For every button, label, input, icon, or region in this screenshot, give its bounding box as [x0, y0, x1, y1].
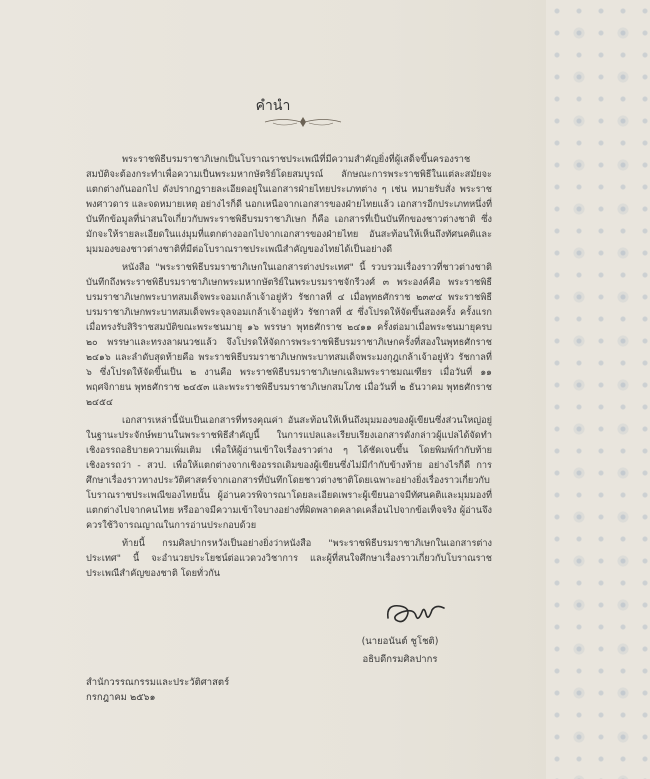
- title-ornament: [263, 114, 343, 130]
- document-date: กรกฎาคม ๒๕๖๑: [86, 692, 156, 703]
- paragraph: ท้ายนี้ กรมศิลปากรหวังเป็นอย่างยิ่งว่าหนังสือ "พระราชพิธีบรมราชาภิเษกในเอกสารต่างประเทศ" นี้ จะอำนวยประโยชน์ต่อแวดวงวิชาการ และผู้ที่สนใจศึกษาเรื่องราวเกี่ยวกับโบราณราชประเพณีสำคัญของชาติ โดยทั่วกัน: [86, 538, 492, 579]
- paragraph: พระราชพิธีบรมราชาภิเษกเป็นโบราณราชประเพณีที่มีความสำคัญยิ่งที่ผู้เสด็จขึ้นครองราชสมบัติจะต้องกระทำเพื่อความเป็นพระมหากษัตริย์โดยสมบูรณ์ ลักษณะการพระราชพิธีในแต่ละสมัยจะแตกต่างกันออกไป ดังปรากฏรายละเอียดอยู่ในเอกสารฝ่ายไทยประเภทต่าง ๆ เช่น หมายรับสั่ง พระราชพงศาวดาร และจดหมายเหตุ อย่างไรก็ดี นอกเหนือจากเอกสารของฝ่ายไทยแล้ว เอกสารอีกประเภทหนึ่งที่บันทึกข้อมูลที่น่าสนใจเกี่ยวกับพระราชพิธีบรมราชาภิเษก ก็คือ เอกสารที่เป็นบันทึกของชาวต่างชาติ ซึ่งมักจะให้รายละเอียดในแง่มุมที่แตกต่างออกไปจากเอกสารของฝ่ายไทย อันสะท้อนให้เห็นถึงทัศนคติและมุมมองของชาวต่างชาติที่มีต่อโบราณราชประเพณีสำคัญของไทยได้เป็นอย่างดี: [86, 154, 492, 255]
- office-name: สำนักวรรณกรรมและประวัติศาสตร์: [86, 677, 230, 688]
- signer-name: (นายอนันต์ ชูโชติ): [361, 636, 439, 647]
- decorative-side-panel: [546, 0, 650, 779]
- body-text: [86, 152, 492, 584]
- handwritten-signature: [382, 598, 452, 630]
- page-title: คำนำ: [255, 98, 291, 114]
- paragraph: หนังสือ "พระราชพิธีบรมราชาภิเษกในเอกสารต่างประเทศ" นี้ รวบรวมเรื่องราวที่ชาวต่างชาติบันทึกถึงพระราชพิธีบรมราชาภิเษกพระมหากษัตริย์ในพระบรมราชจักรีวงศ์ ๓ พระองค์คือ พระราชพิธีบรมราชาภิเษกพระบาทสมเด็จพระจอมเกล้าเจ้าอยู่หัว รัชกาลที่ ๔ เมื่อพุทธศักราช ๒๓๙๔ พระราชพิธีบรมราชาภิเษกพระบาทสมเด็จพระจุลจอมเกล้าเจ้าอยู่หัว รัชกาลที่ ๕ ซึ่งโปรดให้จัดขึ้นสองครั้ง ครั้งแรกเมื่อทรงรับสิริราชสมบัติขณะพระชนมายุ ๑๖ พรรษา พุทธศักราช ๒๔๑๑ ครั้งต่อมาเมื่อพระชนมายุครบ ๒๐ พรรษาและทรงลาผนวชแล้ว จึงโปรดให้จัดการพระราชพิธีบรมราชาภิเษกครั้งที่สองในพุทธศักราช ๒๔๑๖ และลำดับสุดท้ายคือ พระราชพิธีบรมราชาภิเษกพระบาทสมเด็จพระมงกุฎเกล้าเจ้าอยู่หัว รัชกาลที่ ๖ ซึ่งโปรดให้จัดขึ้นเป็น ๒ งานคือ พระราชพิธีบรมราชาภิเษกเฉลิมพระราชมณเฑียร เมื่อวันที่ ๑๑ พฤศจิกายน พุทธศักราช ๒๔๕๓ และพระราชพิธีบรมราชาภิเษกสมโภช เมื่อวันที่ ๒ ธันวาคม พุทธศักราช ๒๔๕๔: [86, 262, 492, 408]
- paragraph: เอกสารเหล่านี้นับเป็นเอกสารที่ทรงคุณค่า อันสะท้อนให้เห็นถึงมุมมองของผู้เขียนซึ่งส่วนใหญ่อยู่ในฐานะประจักษ์พยานในพระราชพิธีสำคัญนี้ ในการแปลและเรียบเรียงเอกสารดังกล่าวผู้แปลได้จัดทำเชิงอรรถอธิบายความเพิ่มเติม เพื่อให้ผู้อ่านเข้าใจเรื่องราวต่าง ๆ ได้ชัดเจนขึ้น โดยพิมพ์กำกับท้ายเชิงอรรถว่า - สวป. เพื่อให้แตกต่างจากเชิงอรรถเดิมของผู้เขียนซึ่งไม่มีกำกับข้างท้าย อย่างไรก็ดี การศึกษาเรื่องราวทางประวัติศาสตร์จากเอกสารที่บันทึกโดยชาวต่างชาติโดยเฉพาะอย่างยิ่งเรื่องราวเกี่ยวกับโบราณราชประเพณีของไทยนั้น ผู้อ่านควรพิจารณาโดยละเอียดเพราะผู้เขียนอาจมีทัศนคติและมุมมองที่แตกต่างไปจากคนไทย หรืออาจมีความเข้าใจบางอย่างที่ผิดพลาดคลาดเคลื่อนไปจากข้อเท็จจริง ผู้อ่านจึงควรใช้วิจารณญาณในการอ่านประกอบด้วย: [86, 415, 492, 531]
- signer-title: อธิบดีกรมศิลปากร: [362, 654, 438, 665]
